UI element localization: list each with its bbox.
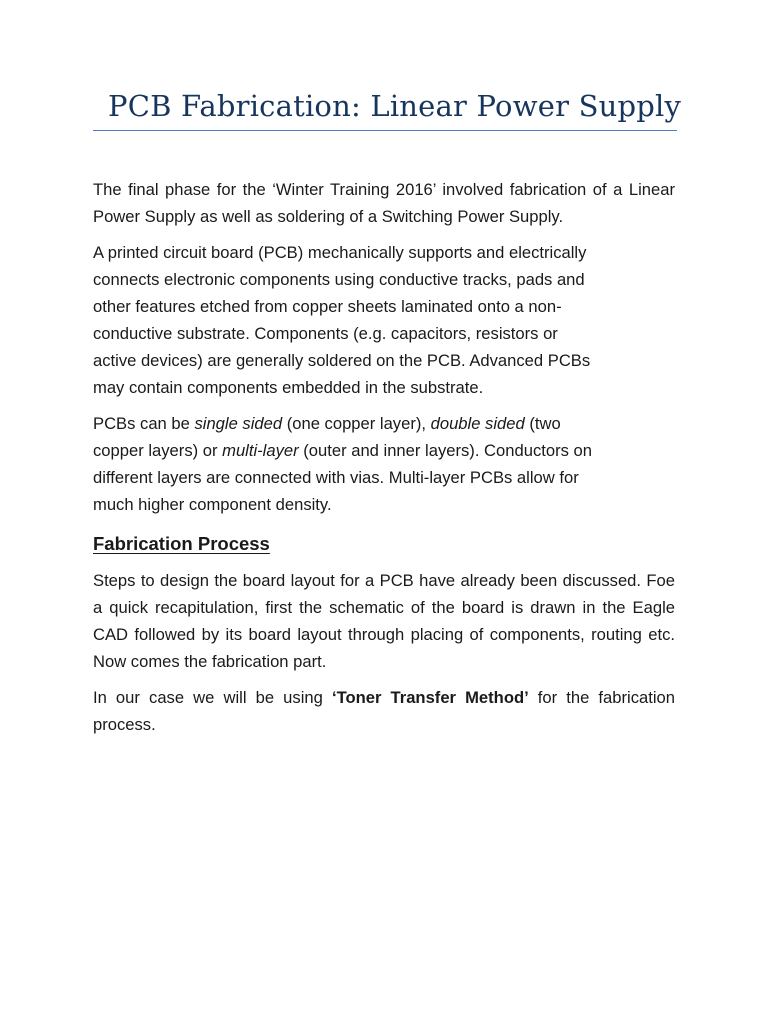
single-sided-term: single sided — [194, 414, 283, 433]
double-sided-term: double sided — [430, 414, 525, 433]
pcb-types-text: (two — [524, 414, 561, 433]
method-text: In our case we will be using — [93, 688, 332, 707]
method-text: for the fabrication process. — [93, 688, 675, 734]
pcb-definition-line: may contain components embedded in the substrate. — [93, 378, 484, 397]
pcb-types-paragraph — [93, 410, 675, 518]
pcb-definition-line: connects electronic components using conductive tracks, pads and — [93, 270, 585, 289]
page-title: PCB Fabrication: Linear Power Supply — [108, 89, 682, 123]
method-paragraph — [93, 684, 675, 738]
pcb-types-text: much higher component density. — [93, 495, 332, 514]
intro-paragraph: The final phase for the ‘Winter Training 2016’ involved fabrication of a Linear Power Supply as well as soldering of a Switching Power Supply. — [93, 180, 675, 226]
multi-layer-term: multi-layer — [222, 441, 299, 460]
pcb-definition-paragraph — [93, 239, 675, 401]
pcb-definition-line: conductive substrate. Components (e.g. capacitors, resistors or — [93, 324, 558, 343]
pcb-types-text: (one copper layer), — [282, 414, 431, 433]
pcb-types-text: (outer and inner layers). Conductors on — [298, 441, 592, 460]
pcb-types-text: copper layers) or — [93, 441, 223, 460]
steps-paragraph: Steps to design the board layout for a PCB have already been discussed. Foe a quick recapitulation, first the schematic of the board is drawn in the Eagle CAD followed by its board layout through placing of components, routing etc. Now comes the fabrication part. — [93, 571, 675, 671]
toner-transfer-method-term: ‘Toner Transfer Method’ — [331, 688, 529, 707]
document-body — [93, 176, 675, 738]
pcb-definition-line: active devices) are generally soldered on the PCB. Advanced PCBs — [93, 351, 591, 370]
pcb-types-text: different layers are connected with vias. Multi-layer PCBs allow for — [93, 468, 579, 487]
title-block — [93, 84, 682, 131]
section-heading: Fabrication Process — [93, 533, 270, 554]
pcb-types-text: PCBs can be — [93, 414, 195, 433]
pcb-definition-line: other features etched from copper sheets laminated onto a non- — [93, 297, 562, 316]
pcb-definition-line: A printed circuit board (PCB) mechanically supports and electrically — [93, 243, 587, 262]
